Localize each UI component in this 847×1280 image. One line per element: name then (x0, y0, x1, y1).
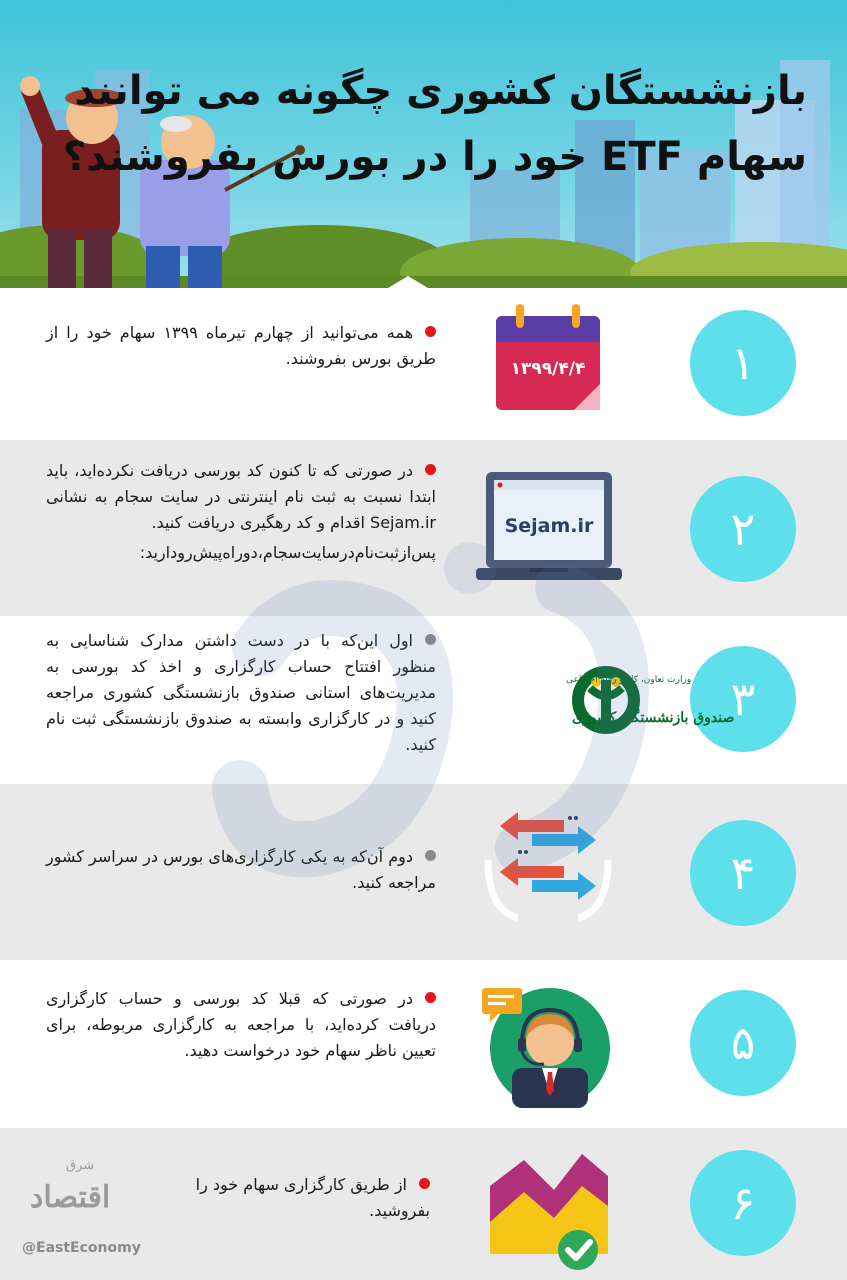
step-number-circle (690, 646, 796, 752)
step-number-circle (690, 1150, 796, 1256)
brand-handle: @EastEconomy (22, 1240, 141, 1256)
laptop-screen-text: Sejam.ir (504, 515, 594, 537)
bullet-icon (419, 1178, 430, 1189)
step-row-3 (0, 616, 847, 784)
step-number: ۱ (730, 336, 756, 390)
step-row-2 (0, 440, 847, 616)
step-description: از طریق کارگزاری سهام خود را بفروشید. (195, 1175, 430, 1220)
bullet-icon (425, 992, 436, 1003)
step-row-1 (0, 288, 847, 440)
title-line-1: بازنشستگان کشوری چگونه می توانند (74, 68, 807, 114)
step-text (46, 844, 436, 896)
step-row-5 (0, 960, 847, 1128)
bullet-icon (425, 326, 436, 337)
step-text (46, 458, 436, 566)
step-number-circle (690, 820, 796, 926)
step-row-4 (0, 784, 847, 960)
chart-check-icon (484, 1146, 612, 1274)
calendar-date: ۱۳۹۹/۴/۴ (510, 359, 586, 379)
step-number: ۵ (730, 1016, 756, 1070)
brand-small-text: شرق (66, 1158, 95, 1173)
step-description: در صورتی که قبلا کد بورسی و حساب کارگزاری دریافت کرده‌اید، با مراجعه به کارگزاری مربوطه، برای تعیین ناظر سهام خود درخواست دهید. (46, 989, 436, 1060)
bullet-icon (425, 850, 436, 861)
step-number: ۲ (730, 502, 756, 556)
step-number-circle (690, 310, 796, 416)
brand-logo: اقتصاد (30, 1180, 111, 1215)
header-banner (0, 0, 847, 288)
ministry-text: وزارت تعاون، کار و رفاه اجتماعی (566, 675, 692, 685)
step-description: اول این‌که با در دست داشتن مدارک شناسایی به منظور افتتاح حساب کارگزاری و اخذ کد بورسی به مدیریت‌های استانی صندوق بازنشستگی کشوری مراجعه کنید و در کارگزاری وابسته به صندوق بازنشستگی ثبت نام کنید. (46, 631, 436, 754)
page-title (62, 58, 807, 190)
step-description: دوم آن‌که به یکی کارگزاری‌های بورس در سراسر کشور مراجعه کنید. (46, 847, 436, 892)
step-note: پس‌از‌ثبت‌نام‌در‌سایت‌سجام،‌دو‌راه‌پیش‌رو‌دارید: (139, 543, 436, 562)
step-text (46, 986, 436, 1064)
calendar-icon (492, 302, 604, 414)
step-number: ۴ (730, 846, 756, 900)
step-text (190, 1172, 430, 1224)
step-text (46, 320, 436, 372)
fund-name-text: صندوق بازنشستگی کشوری (572, 710, 735, 726)
step-row-6 (0, 1128, 847, 1280)
laptop-icon (476, 470, 622, 586)
step-text (46, 628, 436, 758)
step-number-circle (690, 476, 796, 582)
exchange-arrows-icon (478, 800, 618, 930)
step-number: ۶ (730, 1176, 756, 1230)
title-line-2: سهام ETF خود را در بورس بفروشند؟ (62, 134, 807, 180)
bullet-icon (425, 464, 436, 475)
bullet-icon (425, 634, 436, 645)
step-description: در صورتی که تا کنون کد بورسی دریافت نکرده‌اید، باید ابتدا نسبت به ثبت نام اینترنتی در سایت سجام به نشانی Sejam.ir اقدام و کد رهگیری دریافت کنید. (46, 461, 436, 532)
support-agent-icon (482, 986, 616, 1110)
step-number-circle (690, 990, 796, 1096)
step-description: همه می‌توانید از چهارم تیرماه ۱۳۹۹ سهام خود را از طریق بورس بفروشند. (46, 323, 436, 368)
pension-fund-logo-icon (456, 652, 735, 748)
step-number: ۳ (730, 672, 756, 726)
